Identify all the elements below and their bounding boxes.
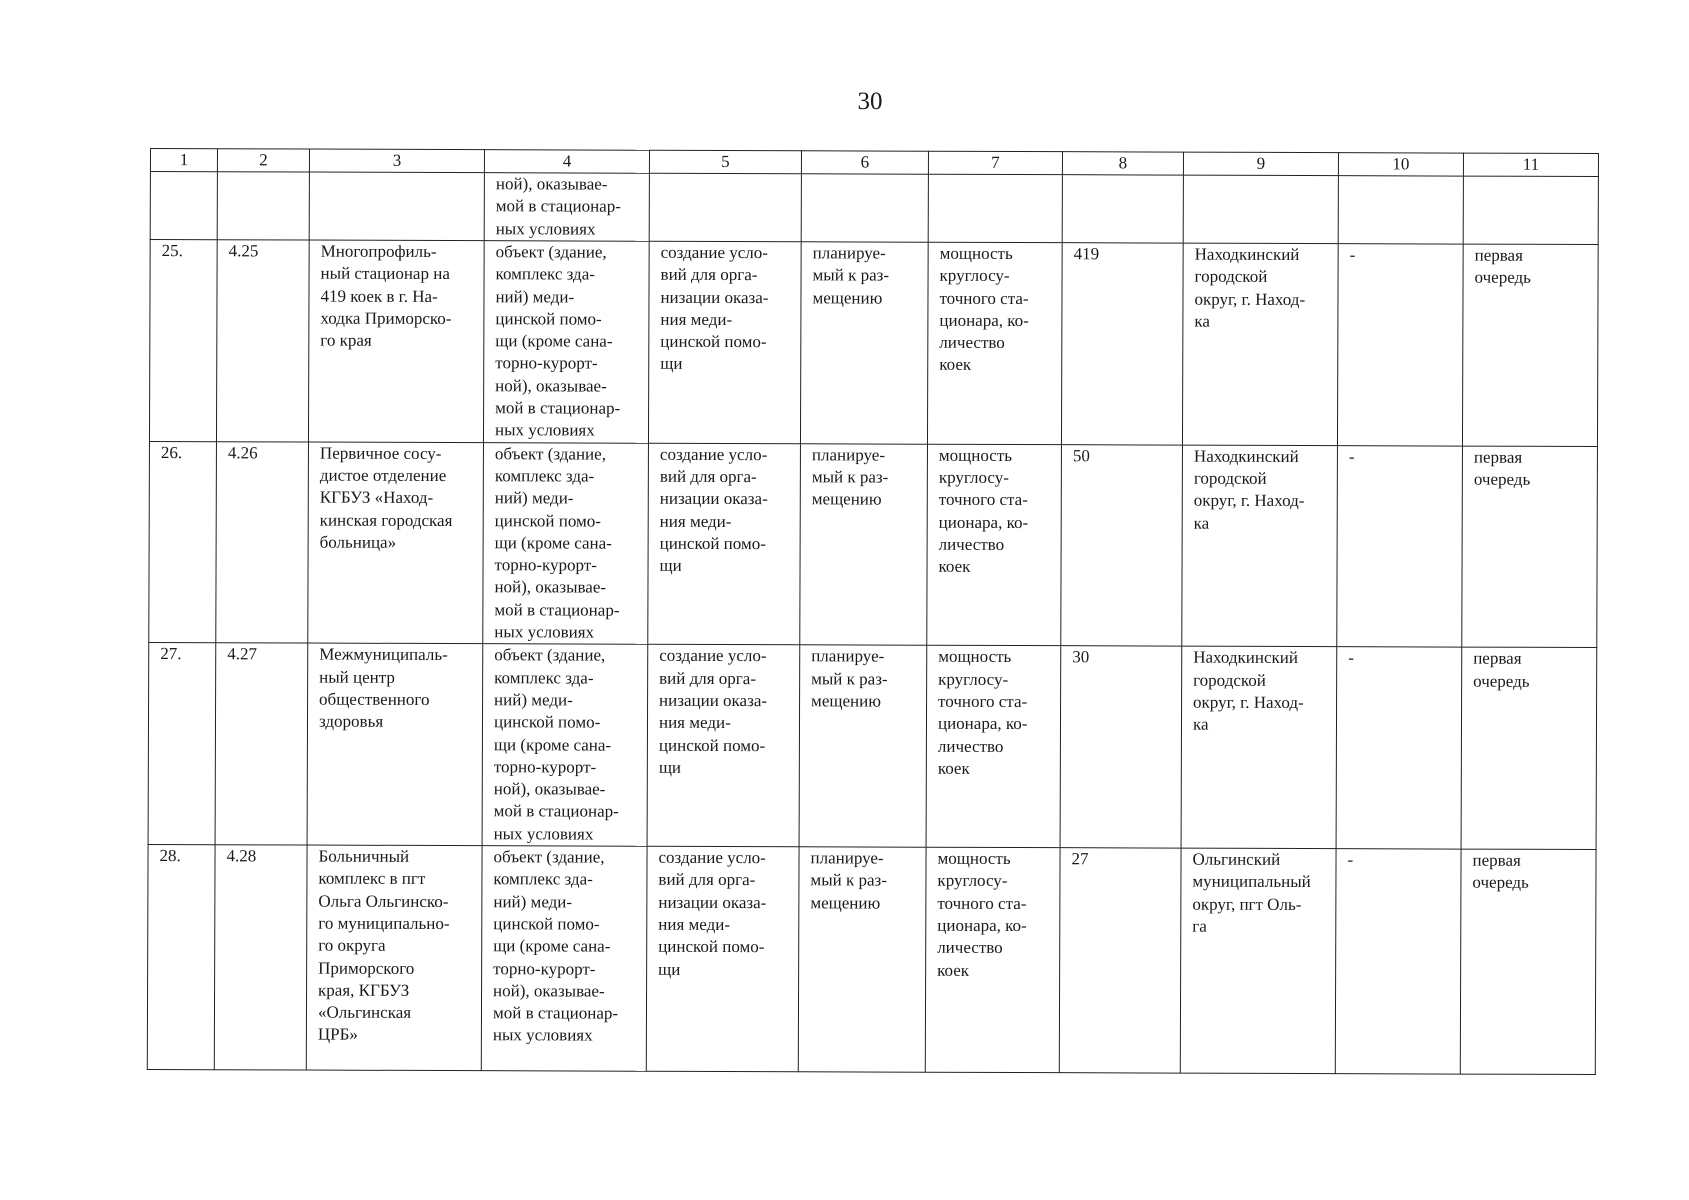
location-cell: Находкинский городской округ, г. Наход- ка [1182, 243, 1338, 445]
column-number: 9 [1183, 152, 1338, 176]
priority-cell: первая очередь [1460, 849, 1596, 1074]
priority-cell: первая очередь [1462, 446, 1598, 648]
column-10-cell: - [1335, 849, 1461, 1074]
page-number: 30 [857, 88, 883, 115]
priority-cell: первая очередь [1461, 647, 1597, 849]
empty-cell [649, 173, 801, 242]
object-type-cell: объект (здание, комплекс зда- ний) меди- цинской помо- щи (кроме сана- торно-курорт- ной), оказывае- мой в стационар- ных условиях [483, 241, 649, 443]
empty-cell [1062, 175, 1183, 243]
column-number: 1 [150, 149, 217, 172]
object-code-cell: 4.25 [216, 240, 309, 442]
object-type-cell: объект (здание, комплекс зда- ний) меди- цинской помо- щи (кроме сана- торно-курорт- ной), оказывае- мой в стационар- ных условиях [482, 644, 648, 846]
column-number: 6 [801, 151, 928, 174]
location-cell: Ольгинский муниципальный округ, пгт Оль- га [1180, 848, 1336, 1074]
object-name-cell: Первичное сосу- дистое отделение КГБУЗ «Наход- кинская городская больница» [308, 442, 484, 644]
table-row [149, 240, 1598, 447]
empty-cell [1183, 175, 1338, 244]
column-number: 10 [1338, 153, 1463, 176]
purpose-cell: создание усло- вий для орга- низации оказа- ния меди- цинской помо- щи [648, 241, 801, 443]
object-code-cell: 4.28 [214, 845, 307, 1070]
status-cell: планируе- мый к раз- мещению [800, 242, 928, 444]
column-number: 11 [1463, 153, 1598, 176]
column-10-cell: - [1337, 445, 1463, 647]
column-number: 5 [649, 150, 801, 174]
characteristic-cell: мощность круглосу- точного ста- ционара, ко- личество коек [925, 847, 1060, 1072]
characteristic-cell: мощность круглосу- точного ста- ционара, ко- личество коек [926, 646, 1061, 848]
column-number: 4 [484, 150, 649, 174]
empty-cell [309, 172, 484, 241]
purpose-cell: создание усло- вий для орга- низации оказа- ния меди- цинской помо- щи [647, 645, 800, 847]
empty-cell [801, 174, 928, 242]
object-type-cell: объект (здание, комплекс зда- ний) меди- цинской помо- щи (кроме сана- торно-курорт- ной), оказывае- мой в стационар- ных условиях [483, 442, 649, 644]
characteristic-cell: мощность круглосу- точного ста- ционара, ко- личество коек [927, 242, 1062, 444]
priority-cell: первая очередь [1462, 244, 1598, 446]
status-cell: планируе- мый к раз- мещению [799, 645, 927, 847]
column-number: 7 [928, 151, 1062, 174]
column-10-cell: - [1337, 244, 1463, 446]
planned-objects-table [147, 148, 1599, 1075]
object-type-cell: ной), оказывае- мой в стационар- ных условиях [484, 173, 649, 242]
row-number-cell: 28. [147, 845, 215, 1070]
empty-cell [150, 172, 217, 240]
object-name-cell: Межмуниципаль- ный центр общественного здоровья [307, 643, 483, 845]
characteristic-cell: мощность круглосу- точного ста- ционара, ко- личество коек [927, 444, 1062, 646]
empty-cell [1338, 176, 1463, 244]
column-10-cell: - [1336, 647, 1462, 849]
object-type-cell: объект (здание, комплекс зда- ний) меди- цинской помо- щи (кроме сана- торно-курорт- ной), оказывае- мой в стационар- ных условиях [481, 846, 647, 1072]
value-cell: 419 [1061, 243, 1183, 445]
column-number: 8 [1062, 152, 1183, 175]
location-cell: Находкинский городской округ, г. Наход- ка [1181, 646, 1337, 848]
value-cell: 27 [1059, 848, 1181, 1073]
location-cell: Находкинский городской округ, г. Наход- ка [1182, 445, 1338, 647]
table-row [148, 643, 1597, 850]
purpose-cell: создание усло- вий для орга- низации оказа- ния меди- цинской помо- щи [648, 443, 801, 645]
table-row [149, 441, 1598, 648]
value-cell: 30 [1060, 646, 1182, 848]
column-number: 2 [217, 149, 309, 172]
value-cell: 50 [1061, 444, 1183, 646]
object-name-cell: Больничный комплекс в пгт Ольга Ольгинско- го муниципально- го округа Приморского края, КГБУЗ «Ольгинская ЦРБ» [306, 845, 482, 1071]
continuation-row [150, 172, 1598, 245]
object-name-cell: Многопрофиль- ный стационар на 419 коек в г. На- ходка Приморско- го края [308, 240, 484, 442]
empty-cell [1463, 176, 1598, 244]
object-code-cell: 4.26 [216, 441, 309, 643]
object-code-cell: 4.27 [215, 643, 308, 845]
status-cell: планируе- мый к раз- мещению [798, 847, 926, 1072]
empty-cell [928, 174, 1062, 242]
purpose-cell: создание усло- вий для орга- низации оказа- ния меди- цинской помо- щи [646, 846, 799, 1072]
row-number-cell: 25. [149, 240, 217, 442]
row-number-cell: 26. [149, 441, 217, 643]
table-row [147, 845, 1596, 1075]
empty-cell [217, 172, 309, 240]
row-number-cell: 27. [148, 643, 216, 845]
status-cell: планируе- мый к раз- мещению [800, 443, 928, 645]
column-number: 3 [309, 149, 484, 173]
